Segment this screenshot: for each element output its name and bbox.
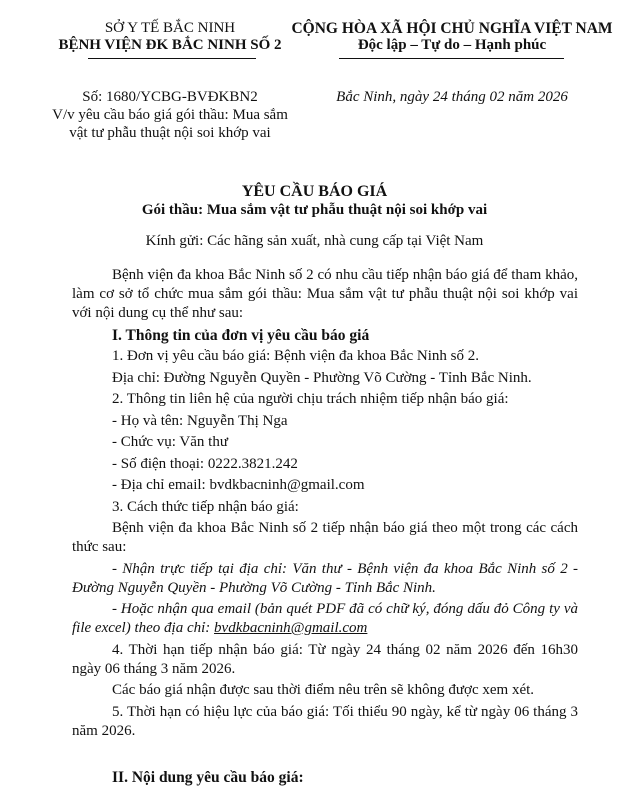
subject-line-1: V/v yêu cầu báo giá gói thầu: Mua sắm [52,107,288,123]
contact-name: - Họ và tên: Nguyễn Thị Nga [112,412,288,429]
section-2-heading: II. Nội dung yêu cầu báo giá: [112,769,304,786]
receipt-method-email [72,600,578,638]
quote-validity: 5. Thời hạn có hiệu lực của báo giá: Tối thiểu 90 ngày, kể từ ngày 06 tháng 3 năm 2026. [72,703,578,739]
place-date: Bắc Ninh, ngày 24 tháng 02 năm 2026 [336,89,568,105]
national-motto: Độc lập – Tự do – Hạnh phúc [357,37,547,53]
email-link[interactable]: bvdkbacninh@gmail.com [214,620,368,636]
country-name: CỘNG HÒA XÃ HỘI CHỦ NGHĨA VIỆT NAM [291,20,613,37]
receipt-method-email-text: - Hoặc nhận qua email (bản quét PDF đã có chữ ký, đóng dấu đỏ Công ty và file excel) theo địa chỉ: [72,601,578,636]
contact-email: - Địa chỉ email: bvdkbacninh@gmail.com [112,477,365,493]
contact-phone: - Số điện thoại: 0222.3821.242 [112,455,298,472]
address: Địa chỉ: Đường Nguyễn Quyền - Phường Võ Cường - Tỉnh Bắc Ninh. [112,369,532,386]
late-submission-note: Các báo giá nhận được sau thời điểm nêu trên sẽ không được xem xét. [112,682,535,698]
contact-position: - Chức vụ: Văn thư [112,434,228,450]
contact-info-heading: 2. Thông tin liên hệ của người chịu trách nhiệm tiếp nhận báo giá: [112,391,509,407]
intro-paragraph: Bệnh viện đa khoa Bắc Ninh số 2 có nhu cầu tiếp nhận báo giá để tham khảo, làm cơ sở tổ chức mua sắm gói thầu: Mua sắm vật tư phẫu thuật nội soi khớp vai với nội dung cụ thể như sau: [72,267,578,321]
receipt-method-heading: 3. Cách thức tiếp nhận báo giá: [112,498,299,515]
document-number: Số: 1680/YCBG-BVĐKBN2 [82,89,258,105]
subject-line-2: vật tư phẫu thuật nội soi khớp vai [69,125,271,141]
receipt-method-text: Bệnh viện đa khoa Bắc Ninh số 2 tiếp nhận báo giá theo một trong các cách thức sau: [72,520,578,555]
document-title: YÊU CẦU BÁO GIÁ [241,183,388,200]
receipt-method-direct: - Nhận trực tiếp tại địa chỉ: Văn thư - Bệnh viện đa khoa Bắc Ninh số 2 - Đường Nguyễn Quyền - Phường Võ Cường - Tỉnh Bắc Ninh. [72,560,578,596]
header-right-underline [339,58,564,59]
agency-name: SỞ Y TẾ BẮC NINH [104,20,236,36]
document-subtitle: Gói thầu: Mua sắm vật tư phẫu thuật nội soi khớp vai [141,202,488,218]
document-body [72,266,578,743]
requesting-unit: 1. Đơn vị yêu cầu báo giá: Bệnh viện đa khoa Bắc Ninh số 2. [112,348,480,364]
recipient-line: Kính gửi: Các hãng sản xuất, nhà cung cấp tại Việt Nam [145,233,484,249]
deadline: 4. Thời hạn tiếp nhận báo giá: Từ ngày 24 tháng 02 năm 2026 đến 16h30 ngày 06 tháng 3 năm 2026. [72,641,578,677]
hospital-name: BỆNH VIỆN ĐK BẮC NINH SỐ 2 [58,37,282,53]
section-1-heading: I. Thông tin của đơn vị yêu cầu báo giá [112,326,370,344]
header-left-underline [88,58,256,59]
